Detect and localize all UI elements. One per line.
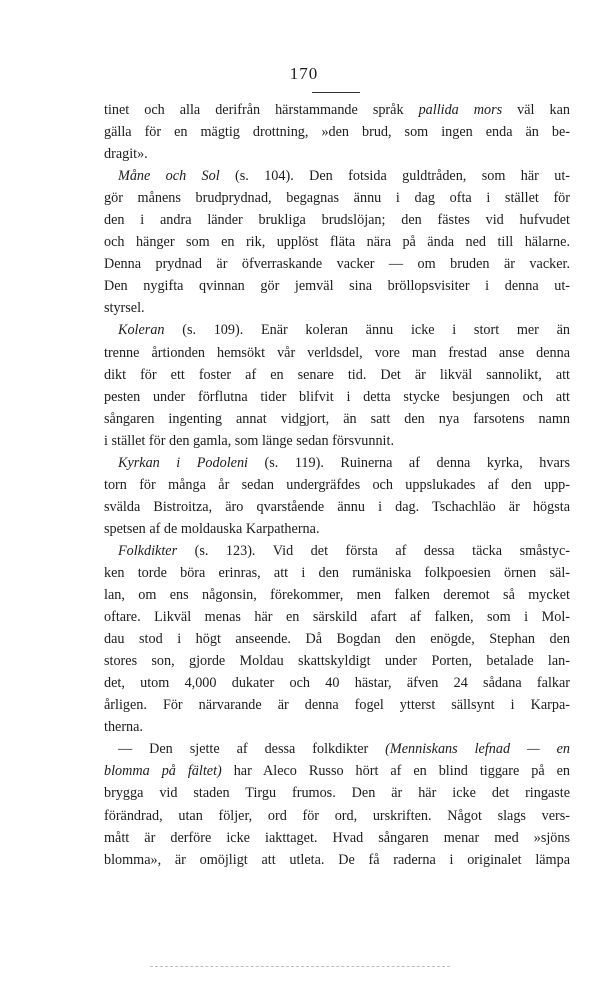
text-run: gör månens brudprydnad, begagnas ännu i dag ofta i stället för [104,190,570,207]
text-line [104,253,570,275]
text-run: lan, om ens någonsin, förekommer, men falken deremot så mycket [104,587,570,604]
text-line [104,342,570,364]
text-run: väl kan [502,102,570,118]
text-line [104,474,570,496]
text-line [104,121,570,143]
text-line [104,408,570,430]
text-line [104,364,570,386]
text-run: och hänger som en rik, upplöst fläta nära på ända ned till hälarne. [104,234,570,251]
italic-text: Måne och Sol [118,168,220,185]
text-line [104,452,570,474]
text-line [104,319,570,341]
text-run: förändrad, utan följer, ord för ord, urskriften. Något slags vers- [104,807,570,824]
text-line [104,584,570,606]
text-run: (s. 104). Den fotsida guldtråden, som här ut- [219,168,570,185]
text-line [104,606,570,628]
text-run: (s. 123). Vid det första af dessa täcka småstyc- [177,542,570,559]
text-line [104,849,570,871]
text-line [104,386,570,408]
italic-text: blomma på fältet) [104,763,222,780]
text-run: det, utom 4,000 dukater och 40 hästar, äfven 24 sådana falkar [104,675,570,692]
page-number: 170 [289,64,319,83]
text-line [104,275,570,297]
italic-text: Folkdikter [118,542,178,559]
text-line [104,827,570,849]
text-run: dragit». [104,146,148,163]
text-run: oftare. Likväl menas här en särskild afart af falken, som i Mol- [104,609,570,626]
text-run: (s. 119). Ruinerna af denna kyrka, hvars [248,454,570,471]
text-run: — Den sjette af dessa folkdikter [118,741,386,758]
text-run: ken torde böra erinras, att i den rumäniska folkpoesien örnen säl- [104,564,570,581]
text-run: årligen. För närvarande är denna fogel ytterst sällsynt i Karpa- [104,697,570,714]
page-number-rule [312,92,360,93]
text-line [104,650,570,672]
text-line [104,716,570,738]
text-line [104,760,570,782]
body-text [104,99,570,871]
italic-text: Koleran [118,322,165,339]
text-line [104,496,570,518]
text-line [104,694,570,716]
text-run: (s. 109). Enär koleran ännu icke i stort mer än [164,322,570,339]
text-run: mått är derföre icke iakttaget. Hvad sångaren menar med »sjöns [104,829,570,846]
text-run: gälla för en mägtig drottning, »den brud, som ingen enda än be- [104,124,570,141]
text-line [104,782,570,804]
text-run: pesten under förflutna tider blifvit i detta stycke besjungen och att [104,388,570,405]
text-line [104,430,570,452]
text-line [104,672,570,694]
text-line [104,209,570,231]
text-line [104,628,570,650]
text-run: torn för många år sedan undergräfdes och uppslukades af den upp- [104,476,570,493]
text-run: stores son, gjorde Moldau skattskyldigt under Porten, betalade lan- [104,653,570,670]
text-line [104,143,570,165]
text-run: brygga vid staden Tirgu frumos. Den är här icke det ringaste [104,785,570,802]
text-run: sångaren ingenting annat vidgjort, än satt den nya farsotens namn [104,410,570,427]
text-line [104,738,570,760]
text-run: svälda Bistroitza, äro qvarstående ännu i dag. Tschachläo är högsta [104,498,570,515]
italic-text: Kyrkan i Podoleni [118,454,248,471]
text-run: Denna prydnad är öfverraskande vacker — om bruden är vacker. [104,256,570,273]
text-run: therna. [104,719,143,736]
text-run: har Aleco Russo hört af en blind tiggare på en [221,763,570,780]
text-run: den i andra länder brukliga brudslöjan; den fästes vid hufvudet [104,212,570,229]
scan-edge-marks [150,966,450,967]
text-line [104,562,570,584]
text-run: styrsel. [104,300,145,317]
text-line [104,518,570,540]
text-run: tinet och alla derifrån härstammande språk [104,102,419,118]
text-line [104,540,570,562]
text-run: trenne årtionden hemsökt vår verldsdel, vore man frestad anse denna [104,344,570,361]
text-line [104,297,570,319]
text-line [104,805,570,827]
text-run: dau stod i högt anseende. Då Bogdan den enögde, Stephan den [104,631,570,648]
text-run: Den nygifta qvinnan gör jemväl sina bröllopsvisiter i denna ut- [104,278,570,295]
text-line [104,187,570,209]
text-line [104,165,570,187]
text-run: dikt för ett foster af en senare tid. Det är likväl sannolikt, att [104,366,570,383]
text-line [104,231,570,253]
text-run: blomma», är omöjligt att utleta. De få raderna i originalet lämpa [104,851,570,868]
text-line [104,99,570,121]
italic-text: pallida mors [418,102,503,118]
text-run: i stället för den gamla, som länge sedan försvunnit. [104,432,394,449]
text-run: spetsen af de moldauska Karpatherna. [104,520,320,537]
italic-text: (Menniskans lefnad — en [385,741,570,758]
